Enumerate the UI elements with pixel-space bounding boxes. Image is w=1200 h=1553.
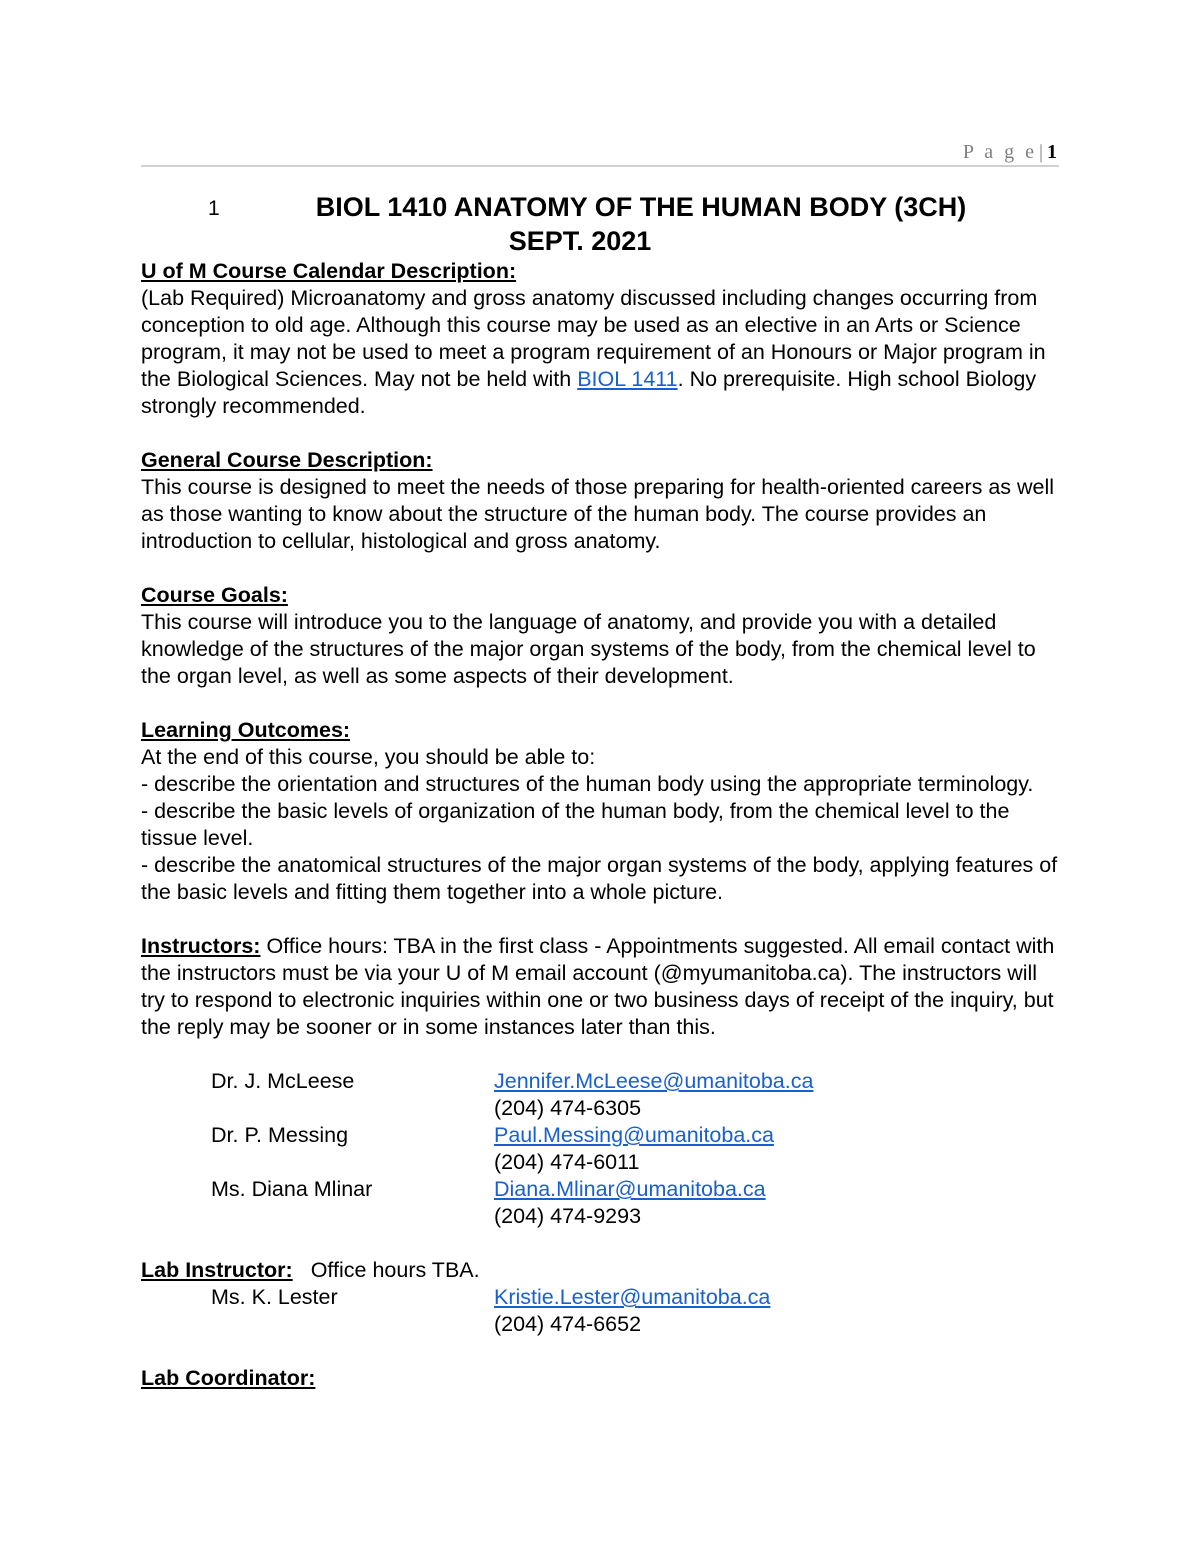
goals-description: This course will introduce you to the language of anatomy, and provide you with a detailed knowledge of the structures of the major organ systems of the body, from the chemical level to the organ level, as well as some aspects of their development. (141, 610, 1036, 688)
lab-instructor-heading: Lab Instructor: (141, 1258, 293, 1282)
biol-1411-link[interactable]: BIOL 1411 (577, 367, 678, 391)
lab-instructor-phone: (204) 474-6652 (494, 1312, 642, 1336)
title-number: 1 (208, 197, 220, 220)
instructor-phone: (204) 474-6011 (494, 1150, 640, 1174)
contact-row (141, 1284, 1061, 1311)
contact-row (141, 1095, 1061, 1122)
contact-row (141, 1311, 1061, 1338)
calendar-description (141, 285, 1061, 420)
instructor-email-link[interactable]: Paul.Messing@umanitoba.ca (494, 1123, 774, 1147)
instructors-heading: Instructors: (141, 934, 261, 958)
lab-instructor-section (141, 1257, 1061, 1284)
instructor-name: Dr. J. McLeese (211, 1069, 355, 1093)
page-separator: | (1038, 141, 1043, 163)
lab-instructor-name: Ms. K. Lester (211, 1285, 338, 1309)
calendar-text-2: . No prerequisite. High school Biology strongly recommended. (141, 367, 1037, 418)
document-title: BIOL 1410 ANATOMY OF THE HUMAN BODY (3CH) (315, 192, 967, 222)
instructor-phone: (204) 474-6305 (494, 1096, 642, 1120)
calendar-text-1: (Lab Required) Microanatomy and gross anatomy discussed including changes occurring from conception to old age. Although this course may be used as an elective in an Arts or Science program, it may not be used to meet a program requirement of an Honours or Major program in the Biological Sciences. May not be held with (141, 286, 1046, 391)
calendar-heading: U of M Course Calendar Description: (141, 259, 517, 283)
contact-row (141, 1149, 1061, 1176)
contact-row (141, 1176, 1061, 1203)
outcomes-intro: At the end of this course, you should be able to: (141, 745, 596, 769)
title-row (141, 192, 1059, 226)
page-number-value: 1 (1047, 141, 1057, 163)
outcome-item: - describe the basic levels of organization of the human body, from the chemical level to the tissue level. (141, 799, 1010, 850)
outcomes-heading: Learning Outcomes: (141, 718, 351, 742)
contact-row (141, 1203, 1061, 1230)
instructor-email-link[interactable]: Jennifer.McLeese@umanitoba.ca (494, 1069, 814, 1093)
page-number (963, 141, 1057, 164)
outcome-item: - describe the anatomical structures of the major organ systems of the body, applying features of the basic levels and fitting them together into a whole picture. (141, 853, 1058, 904)
page-header (141, 141, 1059, 167)
page-label: P a g e (962, 141, 1037, 163)
instructors-section (141, 933, 1061, 1041)
general-description: This course is designed to meet the needs of those preparing for health-oriented careers as well as those wanting to know about the structure of the human body. The course provides an introduction to cellular, histological and gross anatomy. (141, 475, 1055, 553)
outcome-item: - describe the orientation and structures of the human body using the appropriate terminology. (141, 772, 1034, 796)
document-subtitle: SEPT. 2021 (508, 226, 652, 256)
lab-instructor-hours: Office hours TBA. (310, 1258, 480, 1282)
contact-row (141, 1068, 1061, 1095)
goals-heading: Course Goals: (141, 583, 288, 607)
document-body (141, 258, 1061, 1392)
instructor-phone: (204) 474-9293 (494, 1204, 642, 1228)
instructor-name: Dr. P. Messing (211, 1123, 349, 1147)
general-heading: General Course Description: (141, 448, 433, 472)
instructors-text: Office hours: TBA in the first class - Appointments suggested. All email contact with the instructors must be via your U of M email account (@myumanitoba.ca). The instructors will try to respond to electronic inquiries within one or two business days of receipt of the inquiry, but the reply may be sooner or in some instances later than this. (141, 934, 1055, 1039)
lab-instructor-email-link[interactable]: Kristie.Lester@umanitoba.ca (494, 1285, 771, 1309)
instructor-email-link[interactable]: Diana.Mlinar@umanitoba.ca (494, 1177, 766, 1201)
contact-row (141, 1122, 1061, 1149)
instructor-name: Ms. Diana Mlinar (211, 1177, 373, 1201)
lab-coordinator-heading: Lab Coordinator: (141, 1366, 316, 1390)
